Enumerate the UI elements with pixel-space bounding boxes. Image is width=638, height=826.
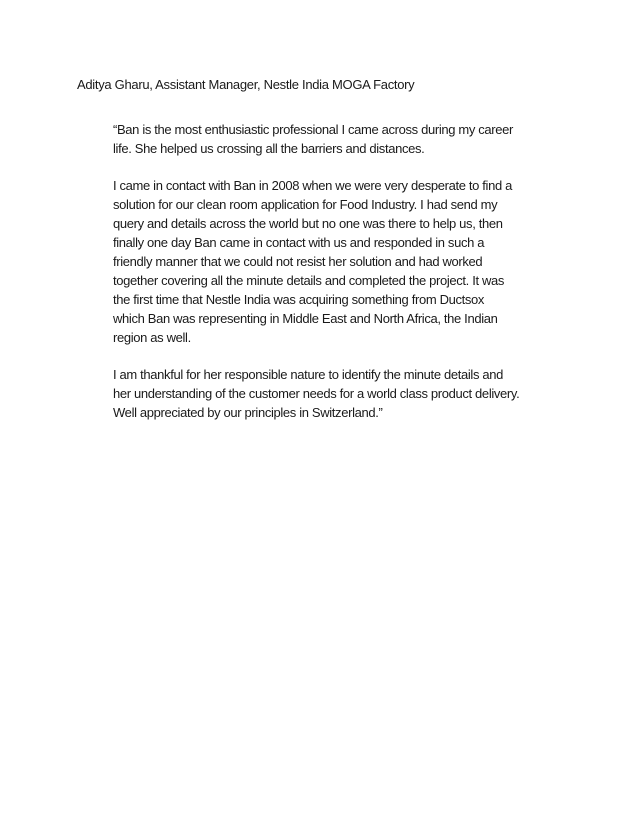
testimonial-quote: [113, 120, 573, 440]
text-line: which Ban was representing in Middle East and North Africa, the Indian: [113, 311, 498, 326]
text-line: I am thankful for her responsible nature to identify the minute details and: [113, 367, 503, 382]
text-line: solution for our clean room application for Food Industry. I had send my: [113, 197, 498, 212]
text-line: together covering all the minute details and completed the project. It was: [113, 273, 505, 288]
quote-paragraph-1: [113, 120, 573, 158]
quote-paragraph-3: [113, 365, 573, 422]
text-line: the first time that Nestle India was acquiring something from Ductsox: [113, 292, 485, 307]
text-line: life. She helped us crossing all the barriers and distances.: [113, 141, 425, 156]
text-line: friendly manner that we could not resist her solution and had worked: [113, 254, 483, 269]
text-line: finally one day Ban came in contact with us and responded in such a: [113, 235, 485, 250]
text-line: I came in contact with Ban in 2008 when we were very desperate to find a: [113, 178, 512, 193]
text-line: Well appreciated by our principles in Switzerland.”: [113, 405, 383, 420]
text-line: query and details across the world but no one was there to help us, then: [113, 216, 503, 231]
text-line: “Ban is the most enthusiastic professional I came across during my career: [113, 122, 514, 137]
text-line: region as well.: [113, 330, 191, 345]
quote-paragraph-2: [113, 176, 573, 347]
text-line: her understanding of the customer needs for a world class product delivery.: [113, 386, 520, 401]
testimonial-author-heading: Aditya Gharu, Assistant Manager, Nestle India MOGA Factory: [77, 77, 415, 92]
